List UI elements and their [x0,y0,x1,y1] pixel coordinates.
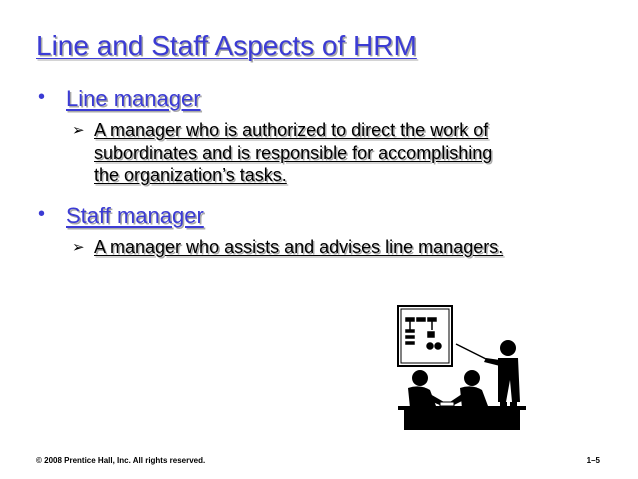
definition-line: A manager who assists and advises line managers. [94,237,504,257]
definition-text [94,119,492,187]
seated-person-right [450,370,488,408]
papers-icon [440,402,454,406]
presentation-meeting-illustration [396,298,528,432]
bullet-marker: • [38,203,46,225]
definition-text [94,236,503,259]
slide-title: Line and Staff Aspects of HRM [36,30,417,61]
pointer-stick [456,344,488,360]
seated-person-left [408,370,444,408]
definition-line: A manager who is authorized to direct the work of [94,120,489,140]
definition-line: the organization’s tasks. [94,165,287,185]
table-top [398,406,526,410]
bullet-marker: • [38,86,46,108]
footer-page-number: 1–5 [586,456,600,465]
arrow-bullet-icon: ➢ [72,122,85,139]
table-front [404,410,520,430]
definition-line: subordinates and is responsible for accomplishing [94,142,493,163]
bullet-heading: Staff manager [66,203,204,228]
arrow-bullet-icon: ➢ [72,239,85,256]
bullet-heading: Line manager [66,86,201,111]
footer-copyright: © 2008 Prentice Hall, Inc. All rights reserved. [36,456,206,465]
